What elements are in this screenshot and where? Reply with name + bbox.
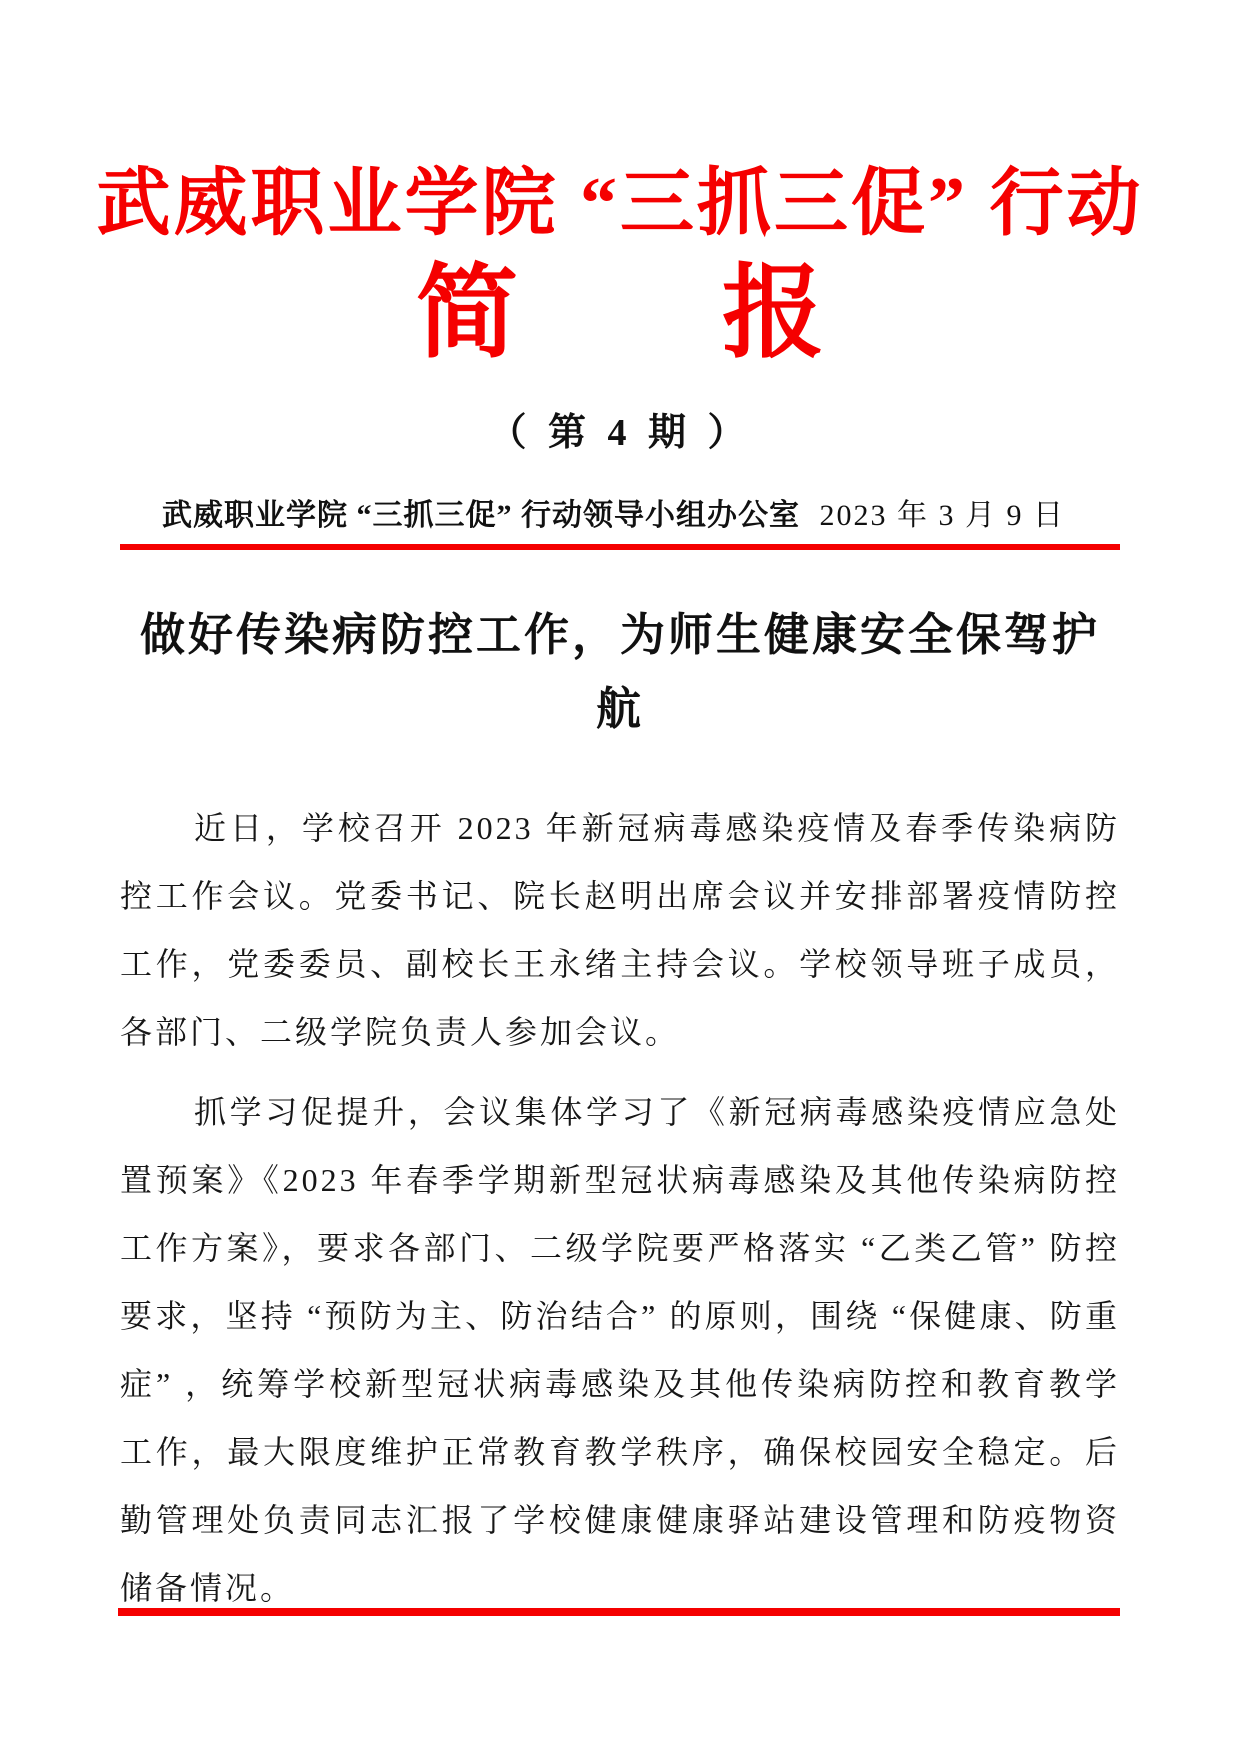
article-body	[120, 794, 1120, 1622]
publish-date: 2023 年 3 月 9 日	[819, 498, 1065, 532]
masthead	[0, 0, 1240, 456]
masthead-title: 武威职业学院 “三抓三促” 行动	[96, 163, 1144, 245]
article-paragraph: 近日，学校召开 2023 年新冠病毒感染疫情及春季传染病防控工作会议。党委书记、院长赵明出席会议并安排部署疫情防控工作，党委委员、副校长王永绪主持会议。学校领导班子成员，各部门、二级学院负责人参加会议。	[120, 810, 1120, 1051]
article-paragraph: 抓学习促提升，会议集体学习了《新冠病毒感染疫情应急处置预案》《2023 年春季学期新型冠状病毒感染及其他传染病防控工作方案》，要求各部门、二级学院要严格落实 “乙类乙管” 防控要求，坚持 “预防为主、防治结合” 的原则，围绕 “保健康、防重症” ，统筹学校新型冠状病毒感染及其他传染病防控和教育教学工作，最大限度维护正常教育教学秩序，确保校园安全稳定。后勤管理处负责同志汇报了学校健康健康驿站建设管理和防疫物资储备情况。	[120, 1094, 1120, 1607]
issue-number: （ 第 4 期 ）	[488, 411, 752, 454]
article-headline: 做好传染病防控工作，为师生健康安全保驾护航	[139, 609, 1100, 734]
masthead-subtitle: 简 报	[416, 257, 824, 371]
publication-row	[120, 490, 1120, 550]
footer-double-rule	[118, 1608, 1120, 1616]
article	[120, 598, 1120, 1623]
publisher-office: 武威职业学院 “三抓三促” 行动领导小组办公室	[162, 498, 800, 532]
